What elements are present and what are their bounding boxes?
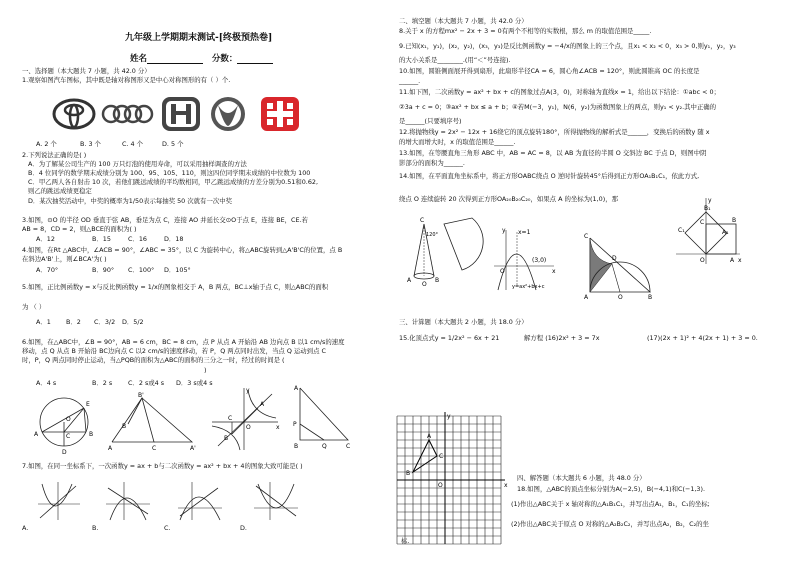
q10-label-angle: 120° [426, 232, 439, 238]
q14-label-a1: A₁ [722, 229, 729, 236]
question-18: 18.如图，△ABC的顶点坐标分别为A(−2,5)，B(−4,1)和C(−1,3). [517, 485, 706, 493]
question-8: 8.关于 x 的方程mx² − 2x + 3 = 0有两个不相等的实数根，那么 m 的取值范围是_____. [399, 27, 652, 35]
q10-label-a: A [407, 277, 412, 284]
q6-option-c[interactable]: C．2 s或4 s [128, 379, 165, 387]
page-title: 九年级上学期期末测试-[终极预热卷] [125, 33, 273, 43]
q13-label-c: C [584, 233, 589, 240]
q4-option-b[interactable]: B．90° [92, 266, 115, 274]
q13-label-o: O [618, 294, 623, 301]
question-4-cont: 在斜边A'B'上，则∠BCA'为( ) [22, 255, 107, 263]
q11-label-axis: x=1 [518, 229, 531, 236]
question-3: 3.如图，⊙O 的半径 OD 垂直于弦 AB，垂足为点 C，连接 AO 并延长交⊙O于点 E，连接 BE，CE.若 [22, 216, 308, 224]
q5-hyperbola-figure [208, 384, 282, 454]
q4-option-c[interactable]: C．100° [128, 266, 155, 274]
question-10: 10.如图，圆锥侧面展开得到扇形，此扇形半径CA = 6，圆心角∠ACB = 120°，则此圆锥高 OC 的长度是 [399, 67, 700, 75]
q6-option-b[interactable]: B．2 s [92, 379, 113, 387]
question-12: 12.将抛物线y = 2x² − 12x + 16绕它的顶点旋转180°，所得抛物线的解析式是______，变换后的函数y 随 x [399, 128, 710, 136]
q6-triangle-figure [290, 384, 354, 454]
q1-option-d[interactable]: D. 5 个 [162, 140, 184, 148]
q4-label-bprime: B' [138, 392, 144, 399]
q7-graph-a [36, 480, 82, 522]
question-16: 解方程 (16)2x² + 3 = 7x [524, 334, 600, 342]
q3-label-e: E [86, 401, 90, 408]
question-6-cont1: 移动，点 Q 从点 B 开始沿 BC边向点 C 以2 cm/s的速度移动，若 P，Q 两点同时出发，当点 Q 运动到点 C [22, 347, 326, 355]
q13-label-a: A [584, 294, 589, 301]
q7-option-c[interactable]: C. [164, 524, 171, 532]
q4-label-b: B [122, 423, 127, 430]
q6-label-b: B [294, 443, 299, 450]
question-9-cont: 的大小关系是________.(用“＜”号连接). [399, 56, 511, 64]
q5-label-a: A [260, 401, 265, 408]
question-18-part2-cont: 标. [401, 537, 410, 545]
audi-logo [101, 103, 155, 125]
q18-label-b: B [406, 470, 411, 477]
red-emblem-logo [259, 95, 301, 133]
q6-option-a[interactable]: A．4 s [36, 379, 57, 387]
q3-label-o: O [66, 416, 71, 423]
q11-parabola-figure [492, 226, 558, 294]
q6-label-c: C [346, 443, 351, 450]
q4-label-c: C [152, 445, 157, 452]
q1-option-c[interactable]: C. 4 个 [122, 140, 144, 148]
q6-label-a: A [294, 385, 299, 392]
q14-label-b1: B₁ [704, 205, 711, 212]
name-score-line [130, 52, 273, 64]
q6-label-q: Q [322, 443, 327, 450]
q13-label-d: D [612, 255, 617, 262]
section-3-heading: 三、计算题（本大题共 2 小题，共 18.0 分） [399, 318, 528, 326]
question-11-cont2: 是______(只要填序号) [399, 117, 462, 125]
q5-option-b[interactable]: B．2 [66, 318, 81, 326]
q18-label-y: y [447, 413, 451, 420]
q14-label-x: x [738, 257, 742, 264]
q5-option-d[interactable]: D．5/2 [122, 318, 144, 326]
q18-label-a: A [427, 433, 432, 440]
q11-label-y: y [502, 227, 506, 234]
q7-graph-b [104, 480, 152, 522]
section-1-heading: 一、选择题（本大题共 7 小题，共 42.0 分） [22, 67, 151, 75]
q7-graph-d [252, 480, 300, 522]
q6-label-p: P [293, 421, 297, 428]
q5-option-a[interactable]: A．1 [36, 318, 51, 326]
section-4-heading: 四、解答题（本大题共 6 小题，共 48.0 分） [517, 474, 646, 482]
q18-label-c: C [439, 453, 444, 460]
question-12-cont: 的增大而增大时，x 的取值范围是______. [399, 138, 516, 146]
q1-option-b[interactable]: B. 3 个 [80, 140, 101, 148]
q1-option-a[interactable]: A. 2 个 [36, 140, 57, 148]
q3-label-c: C [66, 433, 71, 440]
name-blank[interactable] [147, 55, 203, 64]
q10-label-c: C [420, 217, 425, 224]
q4-label-aprime: A' [190, 445, 196, 452]
question-5: 5.如图，正比例函数y = x与反比例函数y = 1/x的图象相交于 A，B 两点，BC⊥x轴于点 C，则△ABC的面积 [22, 283, 329, 291]
q10-label-o: O [422, 281, 427, 288]
q4-option-a[interactable]: A．70° [36, 266, 59, 274]
q5-label-o: O [246, 424, 251, 431]
q7-graph-c [176, 480, 224, 522]
q5-option-c[interactable]: C．3/2 [94, 318, 116, 326]
q18-label-o: O [438, 482, 443, 489]
dongfeng-logo [209, 95, 247, 133]
question-6: 6.如图，在△ABC中，∠B = 90°，AB = 6 cm，BC = 8 cm，点 P 从点 A 开始沿 AB 边向点 B 以1 cm/s的速度 [22, 338, 345, 346]
question-18-part2: (2)作出△ABC关于原点 O 对称的△A₂B₂C₂，并写出点A₂，B₂，C₂的坐 [511, 520, 709, 528]
q2-option-c[interactable]: C．甲乙两人各自射击 10 次，若他们跳远成绩的平均数相同，甲乙跳远成绩的方差分别为0.51和0.62, [28, 178, 318, 186]
q5-label-y: y [246, 387, 250, 394]
q2-option-b[interactable]: B．4 位同学的数学期末成绩分别为 100、95、105、110，则这四位同学期末成绩的中位数为 100 [28, 169, 311, 177]
question-5-cont: 为 （ ） [22, 303, 46, 311]
q14-label-y: y [708, 197, 712, 204]
q14-square-figure [672, 196, 742, 266]
question-6-cont3: ) [204, 366, 207, 374]
q18-label-x: x [504, 482, 508, 489]
score-label: 分数： [211, 54, 238, 64]
q5-label-b: B [224, 435, 229, 442]
q11-label-func: y=ax²+bx+c [512, 284, 545, 290]
question-1: 1.观察如图汽车图标，其中既是轴对称图形又是中心对称图形的有（ ）个. [22, 76, 231, 84]
question-9: 9.已知(x₁，y₁)，(x₂，y₂)，(x₃，y₃)是反比例函数y = −4/x的图象上的三个点，且x₁ < x₂ < 0，x₃ > 0,则y₁，y₂，y₃ [399, 42, 736, 50]
q10-cone-figure [404, 214, 484, 298]
q10-label-b: B [435, 277, 440, 284]
q11-label-x: x [552, 268, 556, 275]
q3-label-b: B [89, 431, 94, 438]
honda-logo [160, 95, 202, 133]
question-17: (17)(2x + 1)² + 4(2x + 1) + 3 = 0. [647, 334, 758, 342]
question-7: 7.如图，在同一坐标系下，一次函数y = ax + b与二次函数y = ax² + bx + 4的图象大致可能是( ) [22, 462, 303, 470]
question-13: 13.如图，在等腰直角三角形 ABC 中，AB = AC = 8，以 AB 为直径的半圆 O 交斜边 BC 于点 D，则图中阴 [399, 149, 707, 157]
section-2-heading: 二、填空题（本大题共 7 小题，共 42.0 分） [399, 17, 528, 25]
question-10-cont: ______. [399, 77, 421, 85]
q14-label-c: C [700, 219, 705, 226]
q3-option-a[interactable]: A．12 [36, 235, 55, 243]
q4-label-a: A [108, 445, 113, 452]
toyota-logo [52, 94, 96, 134]
question-15: 15.化顶点式y = 1/2x² − 6x + 21 [399, 334, 500, 342]
question-11: 11.如下图，二次函数y = ax² + bx + c的图象过点A(3，0)，对称轴为直线x = 1，给出以下结论：①abc < 0； [399, 88, 720, 96]
q3-label-a: A [34, 431, 39, 438]
q7-option-a[interactable]: A. [22, 524, 29, 532]
q3-option-d[interactable]: D．18 [164, 235, 184, 243]
q18-coordinate-grid [393, 410, 507, 550]
q4-rotation-figure [108, 392, 198, 454]
q6-option-d[interactable]: D．3 s或4 s [176, 379, 213, 387]
q3-option-b[interactable]: B．15 [92, 235, 111, 243]
q5-label-c: C [228, 415, 233, 422]
question-2: 2.下列说法正确的是( ) [22, 151, 87, 159]
q3-label-d: D [62, 449, 67, 456]
question-18-part1: (1)作出△ABC关于 x 轴对称的△A₁B₁C₁，并写出点A₁，B₁，C₁的坐标; [511, 500, 710, 508]
question-4: 4.如图，在Rt △ABC中，∠ACB = 90°，∠ABC = 35°，以 C 为旋转中心，将△ABC旋转到△A'B'C的位置，点 B [22, 246, 343, 254]
q11-label-o: O [500, 268, 505, 275]
q4-option-d[interactable]: D．105° [164, 266, 191, 274]
q2-option-c-cont: 则乙的跳远成绩更稳定 [28, 187, 92, 195]
q3-circle-figure [30, 392, 102, 454]
q2-option-a[interactable]: A．为了解某公司生产的 100 万只灯泡的使用寿命，可以采用抽样调查的方法 [28, 160, 247, 168]
q3-option-c[interactable]: C．16 [128, 235, 147, 243]
question-14: 14.如图，在平面直角坐标系中，将正方形OABC绕点 O 逆时针旋转45°后得到正方形OA₁B₁C₁，依此方式, [399, 172, 700, 180]
score-blank[interactable] [237, 55, 273, 64]
q13-label-b: B [648, 294, 653, 301]
q14-label-c1: C₁ [678, 227, 685, 234]
q14-label-o: O [700, 257, 705, 264]
q5-label-x: x [276, 424, 280, 431]
q7-option-d[interactable]: D. [240, 524, 247, 532]
question-14-cont: 绕点 O 连续旋转 20 次得到正方形OA₂₀B₂₀C₂₀，如果点 A 的坐标为(1,0)，那 [399, 195, 618, 203]
name-label: 姓名 [130, 54, 148, 64]
q2-option-d[interactable]: D．某次抽奖活动中，中奖的概率为1/50表示每抽奖 50 次就有一次中奖 [28, 197, 233, 205]
q14-label-b: B [732, 217, 737, 224]
q14-label-a: A [730, 257, 735, 264]
question-3-cont: AB = 8，CD = 2，则△BCE的面积为( ) [22, 225, 137, 233]
question-6-cont2: 时，P，Q 两点同时停止运动，当△PQB的面积为△ABC的面积的三分之一时，经过的时间是 ( [22, 356, 285, 364]
question-11-cont1: ②3a + c = 0；③ax² + bx ≤ a + b；④若M(−3，y₁)，N(6，y₂)为函数图象上的两点，则y₁ < y₂.其中正确的 [399, 103, 717, 111]
q7-option-b[interactable]: B. [92, 524, 99, 532]
question-13-cont: 影部分的面积为______. [399, 159, 465, 167]
q13-shaded-figure [580, 230, 656, 300]
q11-label-point: (3,0) [532, 257, 547, 264]
